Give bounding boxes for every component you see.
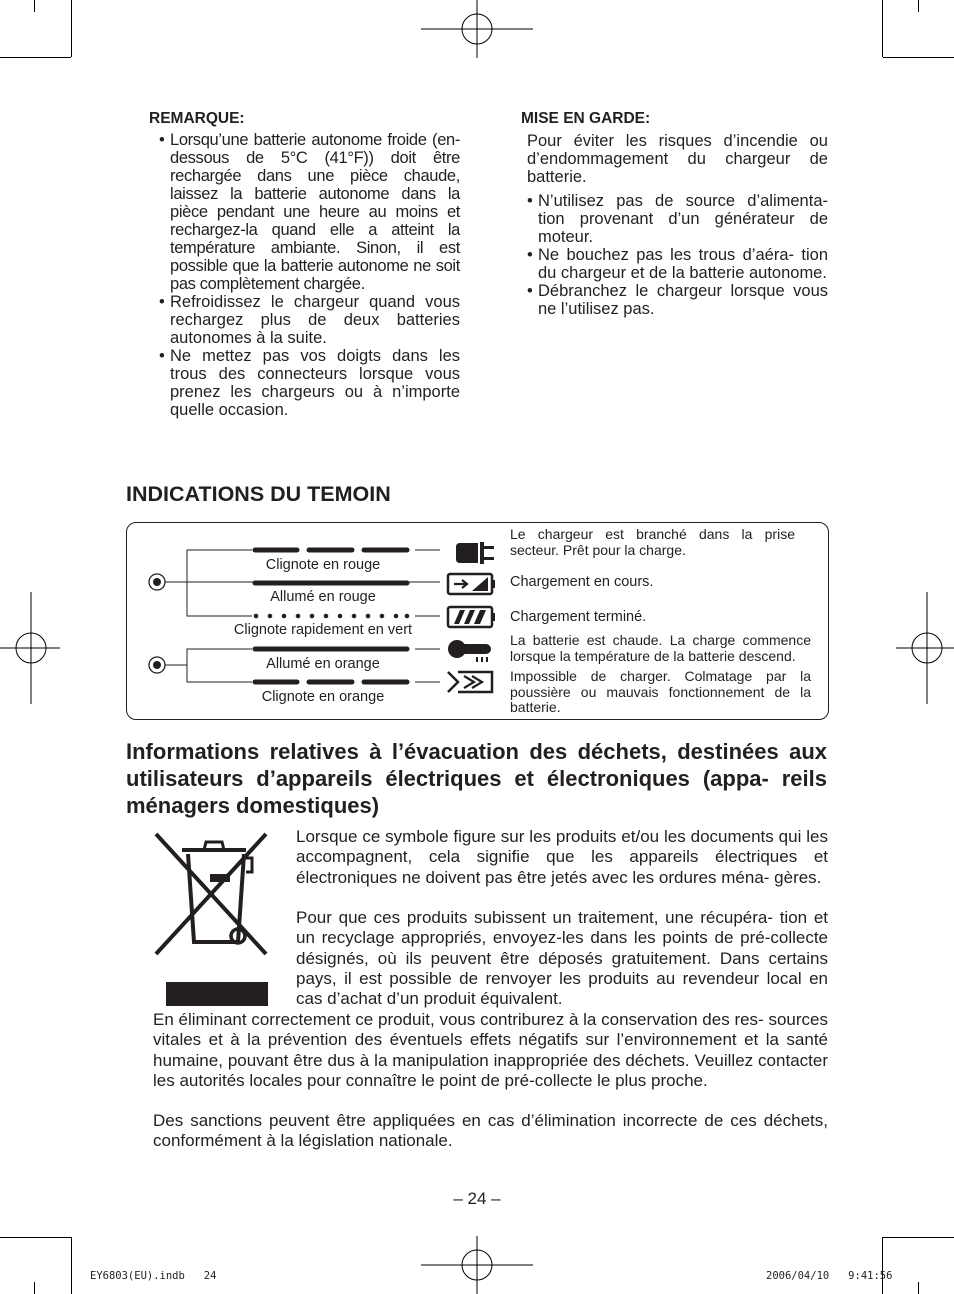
dechets-paragraph: En éliminant correctement ce produit, vous contriburez à la conservation des res- sources vitales et à la prévention des éventuels effets négatifs sur l’environnement et la santé humaine, pouvant être dus à la manipulation inappropriée des déchets. Veuillez contacter les autorités locales pour connaître le point de pré-collecte le plus proche. [153, 1010, 828, 1090]
indicator-description: Chargement terminé. [510, 609, 647, 625]
battery-full-icon [446, 605, 496, 629]
crop-mark [34, 1282, 35, 1294]
registration-mark-icon [896, 592, 954, 704]
remarque-list [159, 131, 460, 419]
indicator-label: Clignote en orange [261, 689, 385, 705]
crop-mark [918, 0, 919, 12]
indicator-label: Clignote rapidement en vert [233, 622, 413, 638]
indications-title: INDICATIONS DU TEMOIN [126, 482, 391, 506]
crop-mark [71, 1237, 72, 1294]
thermometer-icon [446, 636, 496, 664]
registration-mark-icon [0, 592, 60, 704]
battery-error-icon [446, 670, 496, 694]
dechets-title: Informations relatives à l’évacuation des déchets, destinées aux utilisateurs d’appareils électriques et électroniques (appa- reils ménagers domestiques) [126, 739, 827, 818]
indicator-label: Clignote en rouge [265, 557, 381, 573]
page-number: – 24 – [453, 1189, 501, 1208]
mise-en-garde-list [527, 192, 828, 318]
dechets-paragraph: Lorsque ce symbole figure sur les produits et/ou les documents qui les accompagnent, cela signifie que les appareils électriques et électroniques ne doivent pas être jetés avec les ordures ména- gères. [296, 827, 828, 887]
registration-mark-icon [421, 1236, 533, 1294]
battery-charging-icon [446, 572, 496, 596]
crop-mark [71, 0, 72, 57]
mise-en-garde-title: MISE EN GARDE: [521, 110, 651, 127]
list-item: • Lorsqu’une batterie autonome froide (en-dessous de 5°C (41°F)) doit être rechargée dans une pièce chaude, laissez la batterie autonome dans la pièce pendant une heure au moins et rechargez-la quand elle a atteint la température ambiante. Sinon, il est possible que la batterie autonome ne soit pas complètement chargée. [159, 131, 460, 293]
indicator-label: Allumé en rouge [270, 589, 376, 605]
dechets-paragraph: Pour que ces produits subissent un traitement, une récupéra- tion et un recyclage appropriés, envoyez-les dans les points de pré-collecte désignés, où ils peuvent être déposés gratuitement. Dans certains pays, il est possible de renvoyer les produits au revendeur local en cas d’achat d’un produit équivalent. [296, 908, 828, 1009]
dechets-paragraph: Des sanctions peuvent être appliquées en cas d’élimination incorrecte de ces déchets, conformément à la législation nationale. [153, 1111, 828, 1151]
indicator-description: La batterie est chaude. La charge commence lorsque la température de la batterie descend. [510, 632, 811, 664]
crop-mark [0, 1237, 71, 1238]
footer-date: 2006/04/10 9:41:56 [766, 1270, 893, 1282]
blink-pattern [252, 545, 412, 555]
crop-mark [883, 1237, 954, 1238]
list-item: • Refroidissez le chargeur quand vous rechargez plus de deux batteries autonomes à la suite. [159, 293, 460, 347]
solid-pattern [252, 578, 412, 588]
crop-mark [882, 1237, 883, 1294]
list-item: • Débranchez le chargeur lorsque vous ne l’utilisez pas. [527, 282, 828, 318]
list-item: • N’utilisez pas de source d’alimenta- tion provenant d’un générateur de moteur. [527, 192, 828, 246]
indicator-label: Allumé en orange [266, 656, 380, 672]
crop-mark [34, 0, 35, 12]
plug-icon [446, 539, 496, 567]
crop-mark [0, 57, 71, 58]
blink-pattern [252, 677, 412, 687]
mise-en-garde-intro: Pour éviter les risques d’incendie ou d’endommagement du chargeur de batterie. [527, 132, 828, 186]
remarque-title: REMARQUE: [149, 110, 245, 127]
footer-file: EY6803(EU).indb 24 [90, 1270, 217, 1282]
indicator-description: Chargement en cours. [510, 574, 654, 590]
crop-mark [883, 57, 954, 58]
crop-mark [882, 0, 883, 57]
list-item: • Ne bouchez pas les trous d’aéra- tion du chargeur et de la batterie autonome. [527, 246, 828, 282]
registration-mark-icon [421, 0, 533, 58]
crossed-out-bin-icon [150, 826, 272, 1010]
crop-mark [918, 1282, 919, 1294]
rapid-blink-pattern [252, 611, 412, 621]
indicator-description: Le chargeur est branché dans la prise secteur. Prêt pour la charge. [510, 526, 795, 558]
solid-pattern [252, 644, 412, 654]
indicator-description: Impossible de charger. Colmatage par la poussière ou mauvais fonctionnement de la batterie. [510, 668, 811, 715]
list-item: • Ne mettez pas vos doigts dans les trous des connecteurs lorsque vous prenez les chargeurs ou à n’importe quelle occasion. [159, 347, 460, 419]
mise-en-garde-section [517, 110, 828, 318]
